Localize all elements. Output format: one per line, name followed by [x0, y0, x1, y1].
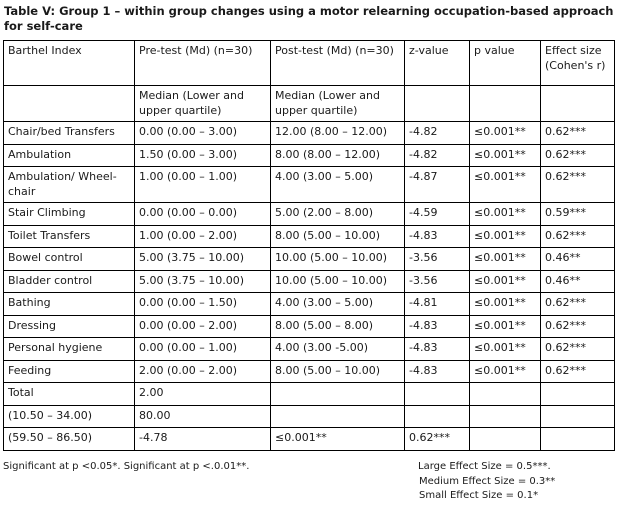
post-test-value: 5.00 (2.00 – 8.00)	[271, 203, 405, 226]
pre-test-value: 1.00 (0.00 – 2.00)	[135, 225, 271, 248]
total-cell: 80.00	[135, 405, 271, 428]
total-cell: (59.50 – 86.50)	[4, 428, 135, 451]
row-label: Ambulation	[4, 144, 135, 167]
pre-test-value: 0.00 (0.00 – 1.00)	[135, 338, 271, 361]
pre-test-value: 2.00 (0.00 – 2.00)	[135, 360, 271, 383]
z-value: -4.87	[405, 167, 470, 203]
total-cell: 2.00	[135, 383, 271, 406]
effect-size-value: 0.62***	[541, 315, 615, 338]
row-label: Bladder control	[4, 270, 135, 293]
effect-size-value: 0.62***	[541, 293, 615, 316]
row-label: Feeding	[4, 360, 135, 383]
header-z-value: z-value	[405, 41, 470, 86]
total-cell	[541, 383, 615, 406]
z-value: -4.59	[405, 203, 470, 226]
effect-size-value: 0.46**	[541, 270, 615, 293]
table-row	[4, 315, 615, 338]
subheader-post-median: Median (Lower and upper quartile)	[271, 86, 405, 122]
z-value: -4.83	[405, 225, 470, 248]
p-value: ≤0.001**	[470, 248, 541, 271]
pre-test-value: 0.00 (0.00 – 1.50)	[135, 293, 271, 316]
effect-size-value: 0.62***	[541, 338, 615, 361]
post-test-value: 8.00 (5.00 – 10.00)	[271, 225, 405, 248]
table-row	[4, 203, 615, 226]
z-value: -4.81	[405, 293, 470, 316]
effect-size-value: 0.62***	[541, 167, 615, 203]
total-row	[4, 428, 615, 451]
subheader-row	[4, 86, 615, 122]
table-row	[4, 122, 615, 145]
p-value: ≤0.001**	[470, 293, 541, 316]
pre-test-value: 0.00 (0.00 – 0.00)	[135, 203, 271, 226]
table-title: Table V: Group 1 – within group changes using a motor relearning occupation-based approach for self-care	[4, 4, 614, 33]
total-cell	[405, 405, 470, 428]
total-cell: 0.62***	[405, 428, 470, 451]
effect-size-legend	[418, 460, 618, 504]
header-row	[4, 41, 615, 86]
total-cell: Total	[4, 383, 135, 406]
table-row	[4, 270, 615, 293]
row-label: Bowel control	[4, 248, 135, 271]
post-test-value: 10.00 (5.00 – 10.00)	[271, 270, 405, 293]
table-row	[4, 167, 615, 203]
post-test-value: 10.00 (5.00 – 10.00)	[271, 248, 405, 271]
results-table	[3, 40, 615, 451]
z-value: -4.83	[405, 315, 470, 338]
row-label: Dressing	[4, 315, 135, 338]
post-test-value: 4.00 (3.00 -5.00)	[271, 338, 405, 361]
table-row	[4, 338, 615, 361]
total-row	[4, 405, 615, 428]
p-value: ≤0.001**	[470, 315, 541, 338]
total-cell: ≤0.001**	[271, 428, 405, 451]
p-value: ≤0.001**	[470, 144, 541, 167]
z-value: -4.82	[405, 122, 470, 145]
total-cell	[470, 428, 541, 451]
p-value: ≤0.001**	[470, 338, 541, 361]
header-barthel-index: Barthel Index	[4, 41, 135, 86]
total-cell: (10.50 – 34.00)	[4, 405, 135, 428]
header-effect-size: Effect size (Cohen's r)	[541, 41, 615, 86]
large-effect-note: Large Effect Size = 0.5***.	[418, 461, 551, 472]
p-value: ≤0.001**	[470, 225, 541, 248]
p-value: ≤0.001**	[470, 203, 541, 226]
z-value: -3.56	[405, 270, 470, 293]
total-cell	[405, 383, 470, 406]
row-label: Ambulation/ Wheel-chair	[4, 167, 135, 203]
total-cell	[271, 383, 405, 406]
total-cell	[470, 383, 541, 406]
header-pre-test: Pre-test (Md) (n=30)	[135, 41, 271, 86]
p-value: ≤0.001**	[470, 167, 541, 203]
effect-size-value: 0.62***	[541, 225, 615, 248]
pre-test-value: 0.00 (0.00 – 2.00)	[135, 315, 271, 338]
post-test-value: 4.00 (3.00 – 5.00)	[271, 293, 405, 316]
header-p-value: p value	[470, 41, 541, 86]
row-label: Toilet Transfers	[4, 225, 135, 248]
total-cell	[470, 405, 541, 428]
z-value: -3.56	[405, 248, 470, 271]
row-label: Stair Climbing	[4, 203, 135, 226]
table-row	[4, 293, 615, 316]
total-cell: -4.78	[135, 428, 271, 451]
table-row	[4, 360, 615, 383]
small-effect-note: Small Effect Size = 0.1*	[419, 490, 539, 501]
effect-size-value: 0.59***	[541, 203, 615, 226]
z-value: -4.82	[405, 144, 470, 167]
pre-test-value: 5.00 (3.75 – 10.00)	[135, 248, 271, 271]
post-test-value: 8.00 (8.00 – 12.00)	[271, 144, 405, 167]
z-value: -4.83	[405, 360, 470, 383]
total-cell	[541, 405, 615, 428]
pre-test-value: 1.50 (0.00 – 3.00)	[135, 144, 271, 167]
p-value: ≤0.001**	[470, 270, 541, 293]
effect-size-value: 0.46**	[541, 248, 615, 271]
post-test-value: 8.00 (5.00 – 8.00)	[271, 315, 405, 338]
total-row	[4, 383, 615, 406]
pre-test-value: 1.00 (0.00 – 1.00)	[135, 167, 271, 203]
header-post-test: Post-test (Md) (n=30)	[271, 41, 405, 86]
post-test-value: 8.00 (5.00 – 10.00)	[271, 360, 405, 383]
z-value: -4.83	[405, 338, 470, 361]
table-row	[4, 144, 615, 167]
significance-footnote: Significant at p <0.05*. Significant at p <.0.01**.	[3, 461, 250, 472]
row-label: Chair/bed Transfers	[4, 122, 135, 145]
table-row	[4, 225, 615, 248]
effect-size-value: 0.62***	[541, 144, 615, 167]
total-cell	[541, 428, 615, 451]
row-label: Bathing	[4, 293, 135, 316]
row-label: Personal hygiene	[4, 338, 135, 361]
subheader-pre-median: Median (Lower and upper quartile)	[135, 86, 271, 122]
medium-effect-note: Medium Effect Size = 0.3**	[419, 475, 556, 487]
effect-size-value: 0.62***	[541, 122, 615, 145]
effect-size-value: 0.62***	[541, 360, 615, 383]
total-cell	[271, 405, 405, 428]
pre-test-value: 0.00 (0.00 – 3.00)	[135, 122, 271, 145]
pre-test-value: 5.00 (3.75 – 10.00)	[135, 270, 271, 293]
post-test-value: 12.00 (8.00 – 12.00)	[271, 122, 405, 145]
post-test-value: 4.00 (3.00 – 5.00)	[271, 167, 405, 203]
p-value: ≤0.001**	[470, 122, 541, 145]
table-row	[4, 248, 615, 271]
p-value: ≤0.001**	[470, 360, 541, 383]
